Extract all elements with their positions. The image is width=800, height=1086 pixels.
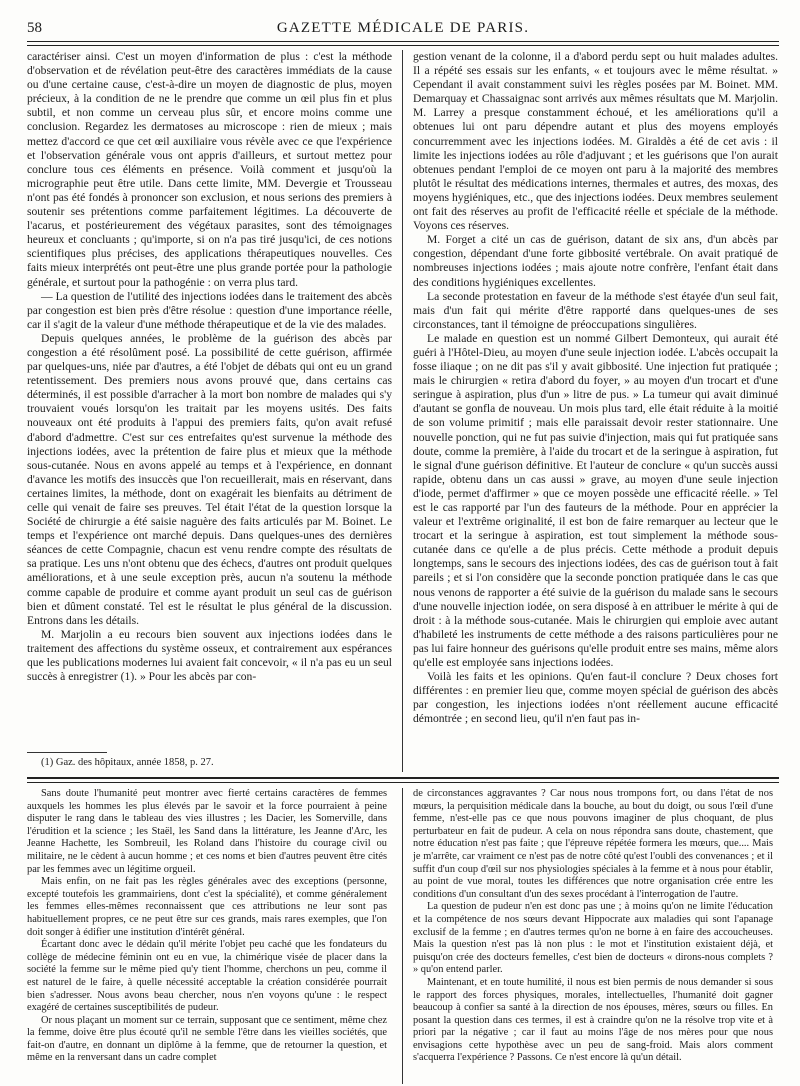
feuilleton-rule [27,777,779,783]
article-right-column [413,50,778,727]
paragraph: Mais enfin, on ne fait pas les règles générales avec des exceptions (personne, excepté toutefois les grammairiens, dont c'est la spécialité), et comme généralement les femmes elles-mêmes reconnaissent que ces attributions ne leur sont pas habituellement propres, ce ne peut être sur ces grands, mais rares exemples, que l'on doit songer à édifier une institution d'intérêt général. [27,876,387,938]
footnote-rule [27,752,107,753]
feuilleton-right-column [413,788,773,1065]
feuilleton-left-column [27,788,387,1065]
paragraph: M. Forget a cité un cas de guérison, datant de six ans, d'un abcès par congestion, dépendant d'une forte gibbosité vertébrale. On avait pratiqué de nombreuses injections iodées ; mais ajoute notre confrère, l'enfant était dans des conditions hygiéniques excellentes. [413,233,778,289]
paragraph: gestion venant de la colonne, il a d'abord perdu sept ou huit malades adultes. Il a répété ses essais sur les enfants, « et toujours avec le même résultat. » Cependant il avait constamment suivi les règles posées par M. Boinet. MM. Demarquay et Chassaignac sont arrivés aux mêmes résultats que M. Marjolin. M. Larrey a presque constamment échoué, et les améliorations qu'il a obtenues lui ont paru dépendre autant et plus des moyens employés concurremment avec les injections iodées. M. Giraldès a été de cet avis : il limite les injections iodées au rôle d'adjuvant ; et les guérisons que l'on aurait obtenues pendant l'emploi de ce moyen ont paru à la majorité des membres plutôt le résultat des médications internes, thermales et autres, des moxas, des moyens hygiéniques, etc., que des injections iodées. Deux membres seulement ont fait des réserves au profit de l'efficacité réelle et spéciale de la méthode. Voyons ces réserves. [413,50,778,233]
page-number: 58 [27,20,42,36]
paragraph: Voilà les faits et les opinions. Qu'en faut-il conclure ? Deux choses fort différentes : en premier lieu que, comme moyen spécial de guérison des abcès par congestion, les injections iodées n'ont réellement aucune efficacité démontrée ; en second lieu, qu'il n'en faut pas in- [413,670,778,726]
paragraph: Depuis quelques années, le problème de la guérison des abcès par congestion a été résolûment posé. La possibilité de cette guérison, affirmée par quelques-uns, niée par d'autres, a été l'objet de débats qui ont eu un grand retentissement. Des premiers nous avons prouvé que, dans certains cas déterminés, il est possible d'arracher à la mort bon nombre de malades qui s'y trouvaient voués lorsqu'on les traitait par les moyens usités. Des faits nouveaux ont été produits à l'appui des premiers faits, qu'on avait refusé d'abord d'admettre. C'est sur ces entrefaites qu'est survenue la méthode des injections iodées, avec la prétention de faire plus et mieux que la méthode sous-cutanée. Nous en avons appelé au temps et à l'expérience, en donnant d'avance les motifs des insuccès que l'on recueillerait, mais en réservant, dans certaines limites, la méthode, dont on exagérait les bienfaits au détriment de celle qui venait de faire ses preuves. Tel était l'état de la question lorsque la Société de chirurgie a été saisie naguère des faits articulés par M. Boinet. Le temps et l'expérience ont marché depuis. Dans quelques-unes des dernières séances de cette Compagnie, chacun est venu rendre compte des résultats de sa pratique. Les uns n'ont obtenu que des échecs, d'autres ont produit quelques améliorations, et à une seule exception près, aucun n'a soutenu la méthode comme capable de produire et comme ayant produit un seul cas de guérison bien et dûment constaté. Tel est le résultat le plus général de la discussion. Entrons dans les détails. [27,331,392,627]
header-rule [27,41,779,46]
column-divider [402,788,403,1084]
footnote: (1) Gaz. des hôpitaux, année 1858, p. 27. [41,757,214,768]
paragraph: de circonstances aggravantes ? Car nous nous trompons fort, ou dans l'état de nos mœurs, la perquisition médicale dans la bouche, au bout du doigt, ou sous l'œil d'une femme, n'est-elle pas ce que nous pouvons imaginer de plus choquant, de plus perturbateur en fait de pudeur. A cela on nous répondra sans doute, chastement, que notre éducation n'est pas faite ; que l'épreuve répétée formera les mœurs, que.... Mais je m'arrête, car vraiment ce n'est pas de notre côté qu'est l'oubli des convenances ; et il suffit d'un coup d'œil sur nos physiologies spéciales à la femme et à nous pour établir, au point de vue moral, toutes les différences que notre organisation crée entre les conditions d'un consultant d'un des sexes procédant à l'interrogation de l'autre. [413,788,773,900]
journal-title: GAZETTE MÉDICALE DE PARIS. [276,20,530,36]
paragraph: Maintenant, et en toute humilité, il nous est bien permis de nous demander si sous le rapport des forces physiques, morales, intellectuelles, l'humanité doit gagner beaucoup à confier sa santé à la direction de nos épouses, mères, sœurs ou filles. En posant la question dans ces termes, il est à craindre qu'on ne la résolve trop vite et à priori par la négative ; car il faut au moins l'âge de nos mères pour que nous envisagions cette hypothèse avec un peu de sang-froid. Mais alors comment s'acquerra l'expérience ? Passons. Ce n'est encore là qu'un détail. [413,976,773,1064]
article-body [27,50,779,770]
paragraph: La seconde protestation en faveur de la méthode s'est étayée d'un seul fait, mais d'un fait qui mérite d'être rapporté dans quelques-unes de ses circonstances, tant il témoigne de préoccupations singulières. [413,289,778,331]
paragraph: Or nous plaçant un moment sur ce terrain, supposant que ce sentiment, même chez la femme, doive être plus écouté qu'il ne semble l'être dans les vieilles sociétés, que fait-on d'autre, en donnant un diplôme à la femme, que de retourner la question, et même en la renversant dans un cadre complet [27,1014,387,1064]
paragraph: Sans doute l'humanité peut montrer avec fierté certains caractères de femmes auxquels les hommes les plus élevés par le savoir et la force pourraient à peine disputer le rang dans le tableau des vies illustres ; les Dacier, les Somerville, dans l'érudition et la science ; les Staël, les Sand dans la littérature, les Jeanne d'Arc, les Jeanne Hachette, les Sombreuil, les Roland dans l'histoire du courage civil ou militaire, ne le cèdent à aucun homme ; et ces noms et bien d'autres peuvent être cités par les femmes avec un légitime orgueil. [27,788,387,875]
page-header [27,14,779,38]
paragraph: — La question de l'utilité des injections iodées dans le traitement des abcès par congestion est bien près d'être résolue : question d'une importance réelle, car il s'agit de la valeur d'une méthode thérapeutique et de la vie des malades. [27,289,392,331]
paragraph: caractériser ainsi. C'est un moyen d'information de plus : c'est la méthode d'observation et de révélation peut-être des caractères immédiats de la cause ou d'une certaine cause, c'est-à-dire un moyen de diagnostic de plus, moyen précieux, à la condition de ne le prendre que comme un œil plus fin et plus subtil, et non comme un cerveau plus sûr, et encore moins comme une conclusion. Regardez les dermatoses au microscope : rien de mieux ; mais mettez d'accord ce que cet œil auxiliaire vous révèle avec ce que l'expérience et l'observation générale vous ont appris d'ailleurs, et surtout mettez pour conclure tous ces éléments en présence. Voilà comment et jusqu'où la micrographie peut être utile. Dans cette limite, MM. Devergie et Trousseau n'ont pas été fondés à prononcer son exclusion, et nous serions des premiers à soutenir ses prétentions comme parfaitement légitimes. La découverte de l'acarus, et postérieurement des végétaux parasites, sont des témoignages heureux et concluants ; qu'importe, si on n'a pas tiré jusqu'ici, de ces notions scientifiques plus précises, des applications thérapeutiques nouvelles. Ces faits mieux interprétés ont peut-être une plus grande portée pour la pathologie générale, et surtout pour la pathogénie : on verra plus tard. [27,50,392,289]
paragraph: M. Marjolin a eu recours bien souvent aux injections iodées dans le traitement des affections du système osseux, et contrairement aux espérances que les publications modernes lui avaient fait concevoir, « il n'a pas eu un seul succès à enregistrer (1). » Pour les abcès par con- [27,627,392,684]
paragraph: La question de pudeur n'en est donc pas une ; à moins qu'on ne limite l'éducation et la compétence de nos sœurs devant Hippocrate aux maladies qui sont l'apanage exclusif de la femme ; en d'autres termes qu'on ne borne à en faire des accoucheuses. Mais la question n'est pas là non plus : le mot et l'institution existaient déjà, et puisqu'on crée des docteurs femelles, c'est bien de docteurs « dirons-nous complets ? » qu'on entend parler. [413,901,773,976]
newspaper-page [27,14,779,1064]
paragraph: Écartant donc avec le dédain qu'il mérite l'objet peu caché que les fondateurs du collège de médecine féminin ont eu en vue, la chimérique visée de placer dans la société la femme sur le même pied qu'y tient l'homme, cherchons un peu, comme il est naturel de le faire, à quelle nécessité acceptable la création considérée pourrait bien s'adresser. Nous avons beau chercher, nous n'en voyons qu'une : le respect exagéré de certaines susceptibilités de pudeur. [27,939,387,1014]
column-divider [402,50,403,772]
article-left-column [27,50,392,684]
paragraph: Le malade en question est un nommé Gilbert Demonteux, qui aurait été guéri à l'Hôtel-Dieu, au moyen d'une seule injection iodée. L'abcès occupait la fosse iliaque ; on ne dit pas s'il y avait gibbosité. Une injection fut pratiquée ; mais le chirurgien « retira d'abord du foyer, » au moyen d'un trocart et d'une seringue à aspiration, plus d'un » litre de pus. » La tumeur qui avait diminué d'autant se gonfla de nouveau. Un mois plus tard, elle était réduite à la moitié de son volume primitif ; mais elle paraissait devoir rester stationnaire. Une nouvelle ponction, qui ne fut pas suivie d'injection, mais qui fut pratiquée sans doute, comme la première, à l'aide du trocart et de la seringue à aspiration, fut le signal d'une guérison définitive. Et l'auteur de conclure « qu'un succès aussi rapide, obtenu dans un cas aussi » grave, au moyen d'une seule injection d'iode, permet d'affirmer » que ce moyen possède une efficacité réelle. » Tel est le cas rapporté par l'un des fauteurs de la méthode. Pour en apprécier la valeur et l'extrême originalité, il est bon de faire remarquer au lecteur que le trocart et la seringue à aspiration, est tout simplement la méthode sous-cutanée dans ce qu'elle a de plus précis. Cette méthode a produit depuis longtemps, sans le secours des injections iodées, des cas de guérison tout à fait pareils ; et si l'on considère que la seconde ponction pratiquée dans le cas que nous venons de rapporter a été suivie de la guérison du malade sans le secours d'une nouvelle injection iodée, on sera disposé à en attribuer le mérite à qui de droit : à la méthode sous-cutanée. Mais le chirurgien qui emploie avec autant d'habileté les instruments de cette méthode a des raisons particulières pour ne pas lui faire honneur des guérisons qu'elle produit entre ses mains, même alors qu'elle est employée sans injections iodées. [413,331,778,670]
